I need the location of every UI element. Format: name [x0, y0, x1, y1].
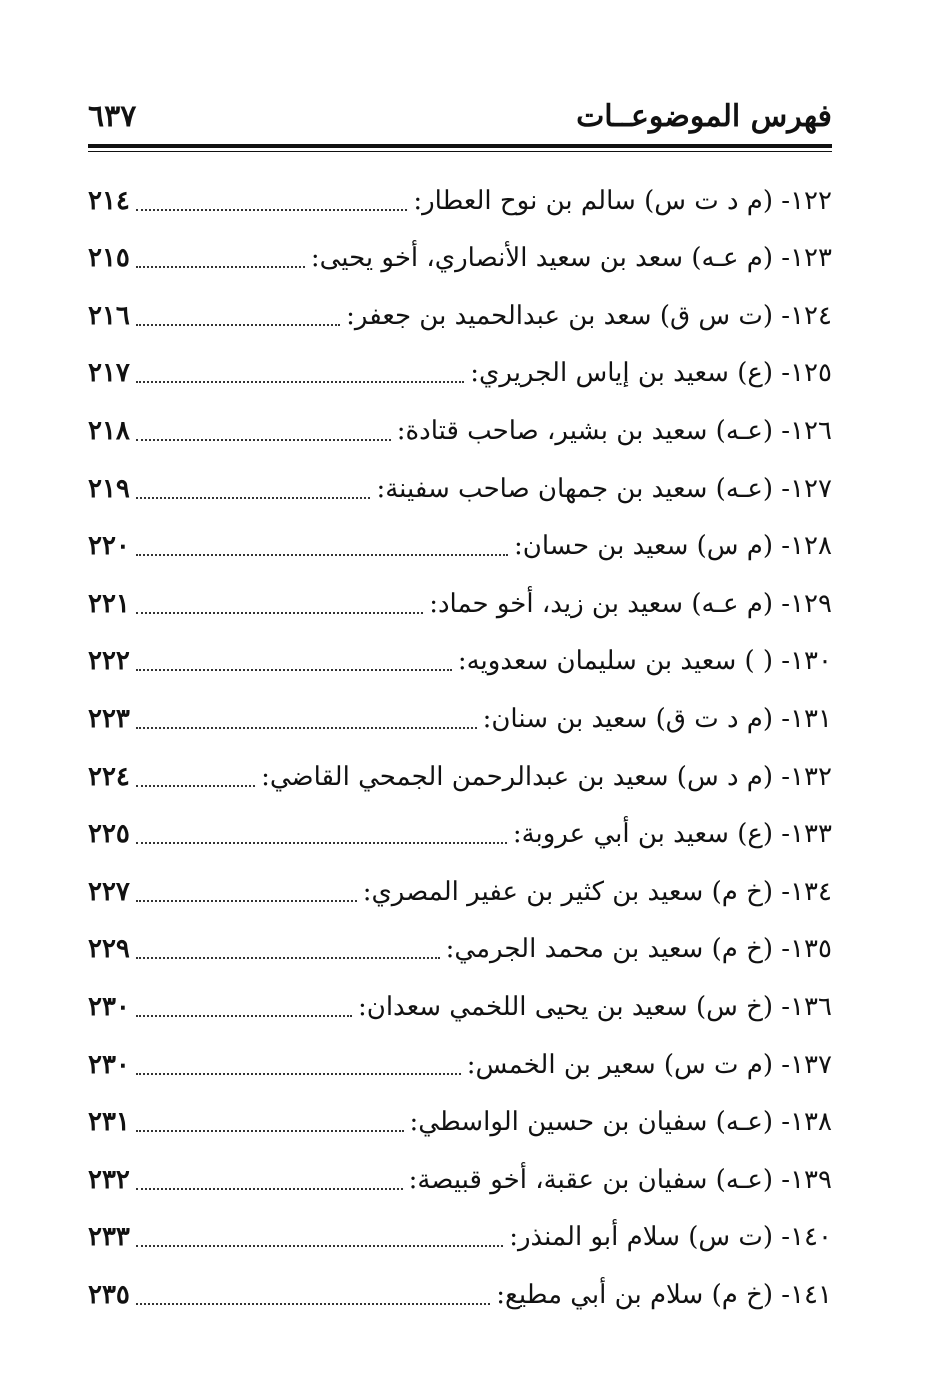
toc-dot-leader	[136, 784, 255, 787]
toc-entry-title: ١٤٠- (ت س) سلام أبو المنذر:	[509, 1222, 832, 1253]
toc-entry	[88, 1261, 832, 1319]
toc-entry-page-number: ٢٢٩	[88, 934, 130, 965]
toc-entry	[88, 397, 832, 455]
toc-entry-page-number: ٢١٨	[88, 415, 130, 446]
toc-dot-leader	[136, 380, 464, 383]
toc-entry-page-number: ٢٣٥	[88, 1279, 130, 1310]
toc-entry	[88, 282, 832, 340]
toc-dot-leader	[136, 956, 440, 959]
toc-dot-leader	[136, 1014, 352, 1017]
toc-entry	[88, 167, 832, 225]
toc-entry-title: ١٢٤- (ت س ق) سعد بن عبدالحميد بن جعفر:	[346, 300, 832, 331]
toc-dot-leader	[136, 265, 305, 268]
toc-entry-page-number: ٢١٤	[88, 185, 130, 216]
toc-entry-title: ١٣١- (م د ت ق) سعيد بن سنان:	[482, 703, 832, 734]
toc-entry-title: ١٢٥- (ع) سعيد بن إياس الجريري:	[470, 358, 832, 389]
toc-entry	[88, 570, 832, 628]
toc-entry-title: ١٣٥- (خ م) سعيد بن محمد الجرمي:	[445, 934, 832, 965]
toc-entry	[88, 916, 832, 974]
toc-entry-title: ١٢٢- (م د ت س) سالم بن نوح العطار:	[413, 185, 832, 216]
toc-dot-leader	[136, 438, 391, 441]
toc-entry-title: ١٣٢- (م د س) سعيد بن عبدالرحمن الجمحي القاضي:	[261, 761, 832, 792]
toc-dot-leader	[136, 1244, 503, 1247]
toc-entry-page-number: ٢١٧	[88, 358, 130, 389]
toc-entry-title: ١٢٨- (م س) سعيد بن حسان:	[513, 531, 832, 562]
toc-entry	[88, 858, 832, 916]
toc-entry	[88, 1204, 832, 1262]
toc-entry-title: ١٢٧- (عـه) سعيد بن جمهان صاحب سفينة:	[376, 473, 832, 504]
toc-entry-title: ١٣٧- (م ت س) سعير بن الخمس:	[466, 1049, 832, 1080]
toc-dot-leader	[136, 668, 452, 671]
toc-dot-leader	[136, 1187, 403, 1190]
toc-entry-title: ١٣٠- ( ) سعيد بن سليمان سعدويه:	[457, 646, 832, 677]
toc-entry	[88, 685, 832, 743]
toc-entry-page-number: ٢١٩	[88, 473, 130, 504]
toc-entry-page-number: ٢٢٥	[88, 819, 130, 850]
toc-dot-leader	[136, 1072, 461, 1075]
toc-entry	[88, 1031, 832, 1089]
toc-entry	[88, 743, 832, 801]
toc-list	[88, 167, 832, 1319]
toc-entry-page-number: ٢٢٧	[88, 876, 130, 907]
toc-entry-page-number: ٢٢٢	[88, 646, 130, 677]
toc-entry	[88, 628, 832, 686]
toc-entry	[88, 1089, 832, 1147]
toc-entry	[88, 801, 832, 859]
toc-entry	[88, 1146, 832, 1204]
toc-dot-leader	[136, 496, 371, 499]
toc-dot-leader	[136, 611, 423, 614]
toc-entry-page-number: ٢١٥	[88, 243, 130, 274]
toc-entry-page-number: ٢٣٣	[88, 1222, 130, 1253]
toc-entry-title: ١٢٦- (عـه) سعيد بن بشير، صاحب قتادة:	[396, 415, 832, 446]
toc-entry-page-number: ٢٢٤	[88, 761, 130, 792]
toc-dot-leader	[136, 1129, 404, 1132]
toc-entry	[88, 455, 832, 513]
toc-entry-page-number: ٢٣٠	[88, 1049, 130, 1080]
toc-dot-leader	[136, 726, 477, 729]
toc-entry	[88, 513, 832, 571]
toc-dot-leader	[136, 208, 407, 211]
header-page-number: ٦٣٧	[88, 99, 137, 134]
toc-entry	[88, 225, 832, 283]
toc-entry-title: ١٣٣- (ع) سعيد بن أبي عروبة:	[512, 819, 832, 850]
toc-entry-page-number: ٢٢١	[88, 588, 130, 619]
toc-dot-leader	[136, 1302, 490, 1305]
toc-dot-leader	[136, 841, 507, 844]
toc-entry-title: ١٣٤- (خ م) سعيد بن كثير بن عفير المصري:	[362, 876, 832, 907]
header-rule-thick	[88, 144, 832, 148]
toc-entry-title: ١٣٨- (عـه) سفيان بن حسين الواسطي:	[409, 1107, 832, 1138]
header-title: فهرس الموضوعــات	[576, 99, 832, 134]
toc-entry-page-number: ٢٣٢	[88, 1164, 130, 1195]
toc-entry-page-number: ٢٢٠	[88, 531, 130, 562]
toc-dot-leader	[136, 899, 357, 902]
toc-entry	[88, 340, 832, 398]
toc-entry-page-number: ٢١٦	[88, 300, 130, 331]
toc-entry	[88, 973, 832, 1031]
toc-entry-title: ١٢٣- (م عـه) سعد بن سعيد الأنصاري، أخو يحيى:	[310, 243, 832, 274]
toc-entry-page-number: ٢٣١	[88, 1107, 130, 1138]
page-header	[88, 95, 832, 141]
toc-entry-title: ١٣٩- (عـه) سفيان بن عقبة، أخو قبيصة:	[408, 1164, 832, 1195]
toc-entry-page-number: ٢٢٣	[88, 703, 130, 734]
toc-entry-title: ١٢٩- (م عـه) سعيد بن زيد، أخو حماد:	[429, 588, 832, 619]
toc-entry-page-number: ٢٣٠	[88, 991, 130, 1022]
toc-entry-title: ١٤١- (خ م) سلام بن أبي مطيع:	[496, 1279, 832, 1310]
toc-dot-leader	[136, 323, 340, 326]
toc-entry-title: ١٣٦- (خ س) سعيد بن يحيى اللخمي سعدان:	[357, 991, 832, 1022]
toc-dot-leader	[136, 553, 508, 556]
header-rule-thin	[88, 151, 832, 152]
